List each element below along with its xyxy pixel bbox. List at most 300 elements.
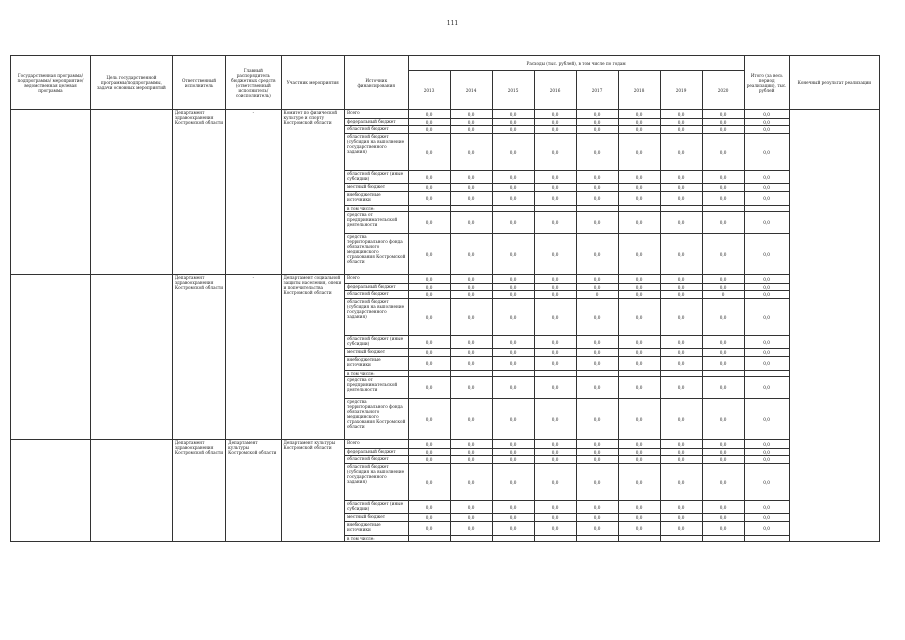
year-value-cell: 0,0	[534, 514, 576, 522]
year-value-cell: 0,0	[534, 212, 576, 234]
year-value-cell	[408, 536, 450, 542]
year-value-cell: 0,0	[534, 377, 576, 399]
source-cell: областной бюджет (субсидия на выполнение государственного задания)	[345, 134, 409, 171]
year-value-cell: 0,0	[408, 501, 450, 514]
year-value-cell: 0,0	[702, 336, 744, 349]
source-cell: областной бюджет (субсидия на выполнение государственного задания)	[345, 464, 409, 501]
header-result: Конечный результат реализации	[789, 56, 879, 110]
year-value-cell: 0,0	[450, 336, 492, 349]
source-cell: внебюджетные источники	[345, 357, 409, 371]
year-value-cell: 0,0	[660, 349, 702, 357]
total-value-cell: 0,0	[744, 192, 789, 206]
goal-cell	[90, 440, 172, 542]
year-value-cell: 0,0	[534, 336, 576, 349]
year-value-cell	[702, 536, 744, 542]
year-value-cell: 0,0	[408, 234, 450, 275]
year-value-cell: 0,0	[408, 456, 450, 464]
year-value-cell: 0,0	[492, 501, 534, 514]
source-cell: местный бюджет	[345, 349, 409, 357]
year-value-cell: 0,0	[534, 440, 576, 449]
year-value-cell: 0,0	[702, 514, 744, 522]
year-value-cell: 0,0	[450, 234, 492, 275]
year-value-cell: 0,0	[408, 464, 450, 501]
year-value-cell: 0,0	[534, 110, 576, 119]
year-value-cell: 0,0	[660, 377, 702, 399]
year-value-cell: 0,0	[492, 399, 534, 440]
program-cell	[11, 440, 91, 542]
year-value-cell: 0,0	[450, 275, 492, 284]
year-value-cell: 0,0	[492, 464, 534, 501]
executor-cell: Департамент здравоохранения Костромской области	[172, 110, 225, 275]
year-value-cell: 0,0	[408, 192, 450, 206]
participant-cell: Комитет по физической культуре и спорту Костромской области	[281, 110, 345, 275]
year-value-cell: 0,0	[408, 275, 450, 284]
year-value-cell: 0,0	[450, 212, 492, 234]
year-value-cell: 0,0	[618, 291, 660, 299]
year-value-cell: 0,0	[618, 440, 660, 449]
year-value-cell: 0,0	[408, 449, 450, 456]
executor-cell: Департамент здравоохранения Костромской области	[172, 440, 225, 542]
year-value-cell: 0,0	[702, 110, 744, 119]
year-value-cell: 0,0	[492, 275, 534, 284]
year-value-cell: 0,0	[660, 110, 702, 119]
year-value-cell: 0,0	[618, 126, 660, 134]
year-value-cell: 0,0	[408, 357, 450, 371]
year-value-cell: 0,0	[534, 464, 576, 501]
source-cell: Всего	[345, 440, 409, 449]
year-value-cell: 0,0	[660, 440, 702, 449]
table-row	[11, 275, 880, 284]
year-value-cell: 0,0	[576, 184, 618, 192]
year-value-cell: 0,0	[618, 349, 660, 357]
year-value-cell: 0,0	[660, 126, 702, 134]
year-value-cell: 0,0	[450, 377, 492, 399]
year-value-cell: 0,0	[702, 119, 744, 126]
total-value-cell: 0,0	[744, 377, 789, 399]
year-value-cell: 0,0	[618, 119, 660, 126]
year-value-cell: 0,0	[660, 134, 702, 171]
source-cell: внебюджетные источники	[345, 522, 409, 536]
year-value-cell: 0,0	[702, 377, 744, 399]
total-value-cell: 0,0	[744, 171, 789, 184]
total-value-cell: 0,0	[744, 456, 789, 464]
header-year: 2020	[702, 71, 744, 110]
goal-cell	[90, 275, 172, 440]
year-value-cell: 0,0	[618, 134, 660, 171]
header-executor: Ответственный исполнитель	[172, 56, 225, 110]
year-value-cell: 0,0	[660, 336, 702, 349]
year-value-cell: 0,0	[492, 171, 534, 184]
header-year: 2014	[450, 71, 492, 110]
goal-cell	[90, 110, 172, 275]
header-manager: Главный распорядитель бюджетных средств (ответственный исполнитель/ соисполнитель)	[226, 56, 281, 110]
year-value-cell: 0,0	[408, 399, 450, 440]
year-value-cell: 0,0	[618, 377, 660, 399]
year-value-cell: 0,0	[702, 192, 744, 206]
year-value-cell: 0,0	[702, 284, 744, 291]
year-value-cell: 0,0	[492, 134, 534, 171]
year-value-cell: 0,0	[576, 212, 618, 234]
header-year: 2015	[492, 71, 534, 110]
year-value-cell: 0,0	[702, 357, 744, 371]
total-value-cell: 0,0	[744, 275, 789, 284]
year-value-cell: 0,0	[702, 234, 744, 275]
year-value-cell: 0,0	[450, 126, 492, 134]
source-cell: средства территориального фонда обязательного медицинского страхования Костромской области	[345, 399, 409, 440]
year-value-cell: 0,0	[450, 349, 492, 357]
year-value-cell: 0	[702, 291, 744, 299]
year-value-cell: 0,0	[660, 456, 702, 464]
year-value-cell: 0,0	[618, 171, 660, 184]
source-cell: внебюджетные источники	[345, 192, 409, 206]
year-value-cell: 0,0	[492, 456, 534, 464]
year-value-cell: 0,0	[534, 501, 576, 514]
header-year: 2019	[660, 71, 702, 110]
year-value-cell: 0,0	[576, 234, 618, 275]
year-value-cell: 0,0	[576, 377, 618, 399]
total-value-cell: 0,0	[744, 464, 789, 501]
year-value-cell: 0,0	[408, 284, 450, 291]
table-body	[11, 110, 880, 542]
year-value-cell: 0,0	[492, 514, 534, 522]
year-value-cell: 0,0	[618, 212, 660, 234]
year-value-cell: 0,0	[576, 501, 618, 514]
source-cell: Всего	[345, 110, 409, 119]
total-value-cell: 0,0	[744, 449, 789, 456]
program-cell	[11, 275, 91, 440]
year-value-cell: 0,0	[702, 275, 744, 284]
year-value-cell: 0,0	[702, 522, 744, 536]
year-value-cell: 0,0	[450, 440, 492, 449]
year-value-cell: 0,0	[660, 299, 702, 336]
year-value-cell: 0,0	[576, 192, 618, 206]
year-value-cell: 0,0	[534, 275, 576, 284]
year-value-cell: 0,0	[660, 514, 702, 522]
year-value-cell: 0,0	[408, 377, 450, 399]
year-value-cell: 0,0	[492, 234, 534, 275]
year-value-cell: 0,0	[408, 522, 450, 536]
year-value-cell: 0,0	[576, 357, 618, 371]
year-value-cell: 0,0	[660, 291, 702, 299]
year-value-cell: 0,0	[450, 110, 492, 119]
total-value-cell: 0,0	[744, 126, 789, 134]
year-value-cell: 0,0	[534, 134, 576, 171]
year-value-cell: 0,0	[618, 284, 660, 291]
year-value-cell: 0,0	[618, 275, 660, 284]
total-value-cell: 0,0	[744, 349, 789, 357]
year-value-cell: 0,0	[702, 299, 744, 336]
result-cell	[789, 110, 879, 542]
total-value-cell: 0,0	[744, 234, 789, 275]
total-value-cell: 0,0	[744, 119, 789, 126]
year-value-cell: 0,0	[702, 126, 744, 134]
year-value-cell: 0,0	[660, 399, 702, 440]
header-total: Итого (за весь период реализации), тыс. рублей	[744, 56, 789, 110]
year-value-cell: 0,0	[576, 514, 618, 522]
total-value-cell	[744, 536, 789, 542]
year-value-cell: 0,0	[534, 291, 576, 299]
year-value-cell: 0,0	[534, 284, 576, 291]
year-value-cell: 0,0	[576, 275, 618, 284]
year-value-cell: 0,0	[408, 349, 450, 357]
header-year: 2016	[534, 71, 576, 110]
source-cell: областной бюджет (иные субсидии)	[345, 171, 409, 184]
total-value-cell: 0,0	[744, 299, 789, 336]
total-value-cell: 0,0	[744, 514, 789, 522]
year-value-cell: 0,0	[534, 399, 576, 440]
source-cell: федеральный бюджет	[345, 449, 409, 456]
year-value-cell: 0,0	[408, 212, 450, 234]
year-value-cell: 0,0	[450, 284, 492, 291]
source-cell: в том числе:	[345, 371, 409, 377]
total-value-cell: 0,0	[744, 501, 789, 514]
year-value-cell: 0,0	[702, 399, 744, 440]
total-value-cell: 0,0	[744, 357, 789, 371]
year-value-cell: 0,0	[660, 171, 702, 184]
year-value-cell: 0,0	[450, 449, 492, 456]
year-value-cell: 0,0	[450, 171, 492, 184]
total-value-cell: 0,0	[744, 336, 789, 349]
total-value-cell: 0,0	[744, 134, 789, 171]
year-value-cell: 0,0	[408, 291, 450, 299]
year-value-cell: 0,0	[576, 440, 618, 449]
year-value-cell: 0,0	[576, 456, 618, 464]
header-source: Источник финансирования	[345, 56, 409, 110]
year-value-cell: 0,0	[534, 192, 576, 206]
participant-cell: Департамент социальной защиты населения, опеки и попечительства Костромской области	[281, 275, 345, 440]
year-value-cell: 0,0	[576, 299, 618, 336]
year-value-cell: 0,0	[534, 126, 576, 134]
year-value-cell: 0,0	[618, 336, 660, 349]
total-value-cell: 0,0	[744, 440, 789, 449]
year-value-cell: 0,0	[660, 449, 702, 456]
source-cell: местный бюджет	[345, 184, 409, 192]
participant-cell: Департамент культуры Костромской области	[281, 440, 345, 542]
year-value-cell: 0,0	[408, 299, 450, 336]
year-value-cell: 0,0	[534, 449, 576, 456]
year-value-cell: 0,0	[534, 234, 576, 275]
year-value-cell: 0,0	[408, 440, 450, 449]
year-value-cell: 0,0	[702, 184, 744, 192]
year-value-cell: 0,0	[492, 284, 534, 291]
manager-cell: Департамент культуры Костромской области	[226, 440, 281, 542]
year-value-cell: 0,0	[660, 119, 702, 126]
year-value-cell: 0,0	[450, 501, 492, 514]
year-value-cell: 0,0	[618, 184, 660, 192]
year-value-cell	[534, 536, 576, 542]
year-value-cell: 0,0	[534, 171, 576, 184]
year-value-cell: 0,0	[450, 464, 492, 501]
year-value-cell: 0,0	[576, 399, 618, 440]
year-value-cell: 0,0	[660, 501, 702, 514]
manager-cell: -	[226, 275, 281, 440]
table-row	[11, 110, 880, 119]
year-value-cell: 0,0	[492, 291, 534, 299]
source-cell: Всего	[345, 275, 409, 284]
source-cell: в том числе:	[345, 206, 409, 212]
year-value-cell: 0,0	[618, 234, 660, 275]
manager-cell: -	[226, 110, 281, 275]
year-value-cell: 0,0	[450, 357, 492, 371]
year-value-cell: 0,0	[618, 514, 660, 522]
year-value-cell: 0,0	[618, 110, 660, 119]
year-value-cell: 0,0	[576, 349, 618, 357]
year-value-cell: 0,0	[618, 456, 660, 464]
year-value-cell: 0,0	[492, 357, 534, 371]
year-value-cell: 0,0	[576, 171, 618, 184]
year-value-cell: 0,0	[450, 192, 492, 206]
year-value-cell: 0,0	[492, 440, 534, 449]
year-value-cell	[660, 536, 702, 542]
year-value-cell: 0,0	[492, 336, 534, 349]
year-value-cell: 0,0	[618, 192, 660, 206]
year-value-cell: 0,0	[576, 119, 618, 126]
year-value-cell: 0,0	[576, 110, 618, 119]
source-cell: средства от предпринимательской деятельности	[345, 377, 409, 399]
year-value-cell: 0,0	[492, 349, 534, 357]
year-value-cell: 0,0	[702, 212, 744, 234]
year-value-cell: 0,0	[660, 212, 702, 234]
year-value-cell: 0,0	[618, 522, 660, 536]
year-value-cell: 0,0	[534, 184, 576, 192]
year-value-cell: 0,0	[534, 299, 576, 336]
source-cell: средства территориального фонда обязательного медицинского страхования Костромской области	[345, 234, 409, 275]
year-value-cell: 0,0	[576, 336, 618, 349]
program-cell	[11, 110, 91, 275]
year-value-cell: 0,0	[702, 134, 744, 171]
year-value-cell: 0,0	[576, 449, 618, 456]
year-value-cell: 0,0	[618, 501, 660, 514]
header-year: 2013	[408, 71, 450, 110]
year-value-cell: 0,0	[450, 514, 492, 522]
year-value-cell: 0,0	[618, 299, 660, 336]
year-value-cell: 0,0	[408, 126, 450, 134]
page-number: 111	[446, 20, 459, 27]
header-expenses: Расходы (тыс. рублей), в том числе по годам	[408, 56, 744, 71]
year-value-cell: 0,0	[492, 110, 534, 119]
year-value-cell: 0,0	[660, 234, 702, 275]
source-cell: областной бюджет (субсидия на выполнение государственного задания)	[345, 299, 409, 336]
year-value-cell: 0,0	[408, 184, 450, 192]
year-value-cell: 0,0	[660, 357, 702, 371]
header-goal: Цель государственной программы/подпрограммы, задачи основных мероприятий	[90, 56, 172, 110]
executor-cell: Департамент здравоохранения Костромской области	[172, 275, 225, 440]
year-value-cell: 0,0	[618, 449, 660, 456]
year-value-cell: 0,0	[660, 275, 702, 284]
year-value-cell: 0,0	[534, 357, 576, 371]
year-value-cell: 0,0	[618, 399, 660, 440]
year-value-cell: 0,0	[450, 399, 492, 440]
source-cell: областной бюджет	[345, 291, 409, 299]
year-value-cell: 0,0	[450, 119, 492, 126]
header-year: 2017	[576, 71, 618, 110]
source-cell: местный бюджет	[345, 514, 409, 522]
year-value-cell: 0,0	[576, 126, 618, 134]
year-value-cell: 0,0	[450, 184, 492, 192]
source-cell: федеральный бюджет	[345, 284, 409, 291]
year-value-cell: 0,0	[450, 522, 492, 536]
year-value-cell: 0,0	[534, 119, 576, 126]
source-cell: средства от предпринимательской деятельности	[345, 212, 409, 234]
year-value-cell: 0,0	[450, 456, 492, 464]
year-value-cell: 0,0	[660, 184, 702, 192]
year-value-cell: 0,0	[702, 440, 744, 449]
total-value-cell: 0,0	[744, 184, 789, 192]
year-value-cell: 0,0	[702, 449, 744, 456]
year-value-cell: 0,0	[576, 522, 618, 536]
year-value-cell: 0,0	[660, 522, 702, 536]
total-value-cell: 0,0	[744, 291, 789, 299]
total-value-cell: 0,0	[744, 284, 789, 291]
year-value-cell: 0,0	[534, 349, 576, 357]
year-value-cell	[492, 536, 534, 542]
year-value-cell: 0,0	[702, 501, 744, 514]
year-value-cell: 0,0	[702, 464, 744, 501]
total-value-cell: 0,0	[744, 522, 789, 536]
year-value-cell: 0,0	[660, 192, 702, 206]
financing-table	[10, 55, 880, 542]
header-program: Государственная программа/подпрограмма/ мероприятие/ ведомственная целевая программа	[11, 56, 91, 110]
year-value-cell: 0,0	[492, 184, 534, 192]
header-year: 2018	[618, 71, 660, 110]
year-value-cell: 0,0	[408, 119, 450, 126]
year-value-cell: 0,0	[492, 126, 534, 134]
year-value-cell: 0,0	[702, 456, 744, 464]
year-value-cell	[576, 536, 618, 542]
source-cell: областной бюджет	[345, 456, 409, 464]
source-cell: областной бюджет	[345, 126, 409, 134]
year-value-cell: 0,0	[408, 514, 450, 522]
total-value-cell: 0,0	[744, 399, 789, 440]
source-cell: в том числе:	[345, 536, 409, 542]
year-value-cell: 0,0	[702, 171, 744, 184]
year-value-cell: 0,0	[492, 212, 534, 234]
source-cell: федеральный бюджет	[345, 119, 409, 126]
year-value-cell: 0	[576, 291, 618, 299]
year-value-cell: 0,0	[576, 284, 618, 291]
year-value-cell: 0,0	[450, 291, 492, 299]
year-value-cell	[450, 536, 492, 542]
year-value-cell: 0,0	[408, 110, 450, 119]
year-value-cell: 0,0	[618, 357, 660, 371]
year-value-cell: 0,0	[576, 464, 618, 501]
year-value-cell: 0,0	[702, 349, 744, 357]
year-value-cell: 0,0	[408, 336, 450, 349]
year-value-cell: 0,0	[492, 119, 534, 126]
year-value-cell: 0,0	[492, 192, 534, 206]
year-value-cell: 0,0	[408, 134, 450, 171]
year-value-cell: 0,0	[534, 522, 576, 536]
total-value-cell: 0,0	[744, 110, 789, 119]
year-value-cell	[618, 536, 660, 542]
year-value-cell: 0,0	[450, 299, 492, 336]
year-value-cell: 0,0	[576, 134, 618, 171]
year-value-cell: 0,0	[450, 134, 492, 171]
source-cell: областной бюджет (иные субсидии)	[345, 336, 409, 349]
year-value-cell: 0,0	[618, 464, 660, 501]
table-row	[11, 440, 880, 449]
year-value-cell: 0,0	[534, 456, 576, 464]
year-value-cell: 0,0	[492, 377, 534, 399]
year-value-cell: 0,0	[492, 299, 534, 336]
total-value-cell: 0,0	[744, 212, 789, 234]
header-participant: Участник мероприятия	[281, 56, 345, 110]
year-value-cell: 0,0	[660, 284, 702, 291]
year-value-cell: 0,0	[660, 464, 702, 501]
year-value-cell: 0,0	[492, 449, 534, 456]
source-cell: областной бюджет (иные субсидии)	[345, 501, 409, 514]
year-value-cell: 0,0	[492, 522, 534, 536]
